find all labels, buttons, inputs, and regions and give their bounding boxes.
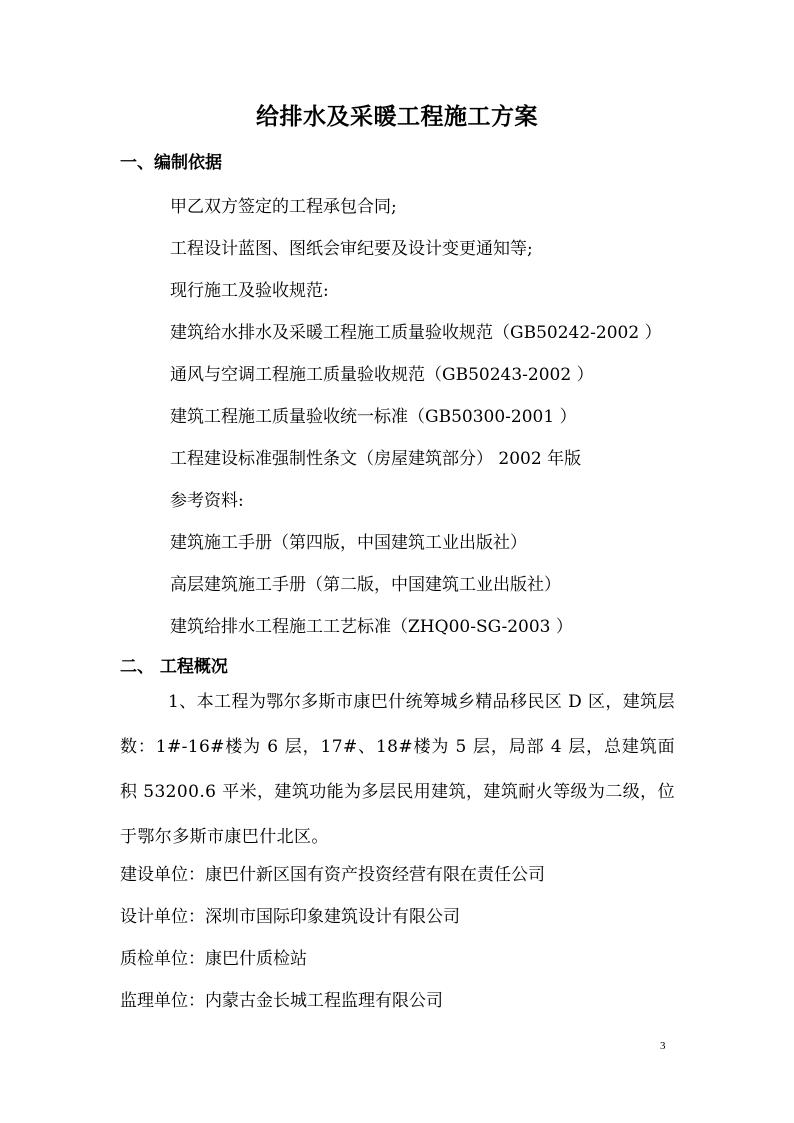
page-number: 3 (660, 1040, 666, 1052)
basis-item: 建筑工程施工质量验收统一标准（GB50300-2001 ） (170, 407, 577, 427)
design-unit: 设计单位：深圳市国际印象建筑设计有限公司 (120, 907, 460, 927)
basis-item: 建筑给排水工程施工工艺标准（ZHQ00-SG-2003 ） (170, 617, 573, 637)
basis-item: 现行施工及验收规范: (170, 281, 329, 301)
construction-unit: 建设单位：康巴什新区国有资产投资经营有限在责任公司 (120, 865, 545, 885)
basis-item: 工程建设标准强制性条文（房屋建筑部分） 2002 年版 (170, 449, 582, 469)
basis-item: 甲乙双方签定的工程承包合同; (170, 197, 397, 217)
basis-item: 工程设计蓝图、图纸会审纪要及设计变更通知等; (170, 239, 533, 259)
basis-item: 建筑施工手册（第四版，中国建筑工业出版社） (170, 533, 527, 553)
basis-item: 参考资料: (170, 491, 244, 511)
basis-item: 建筑给水排水及采暖工程施工质量验收规范（GB50242-2002 ） (170, 323, 662, 343)
supervision-unit: 监理单位：内蒙古金长城工程监理有限公司 (120, 991, 443, 1011)
basis-item: 高层建筑施工手册（第二版，中国建筑工业出版社） (170, 575, 561, 595)
document-title: 给排水及采暖工程施工方案 (256, 103, 538, 130)
inspection-unit: 质检单位：康巴什质检站 (120, 949, 307, 969)
section-heading-basis: 一、编制依据 (120, 153, 222, 173)
section-heading-overview: 二、 工程概况 (120, 657, 228, 677)
overview-paragraph: 1、本工程为鄂尔多斯市康巴什统筹城乡精品移民区 D 区，建筑层数：1#-16#楼为 6 层，17#、18#楼为 5 层，局部 4 层，总建筑面积 53200.6 平米，建筑功能为多层民用建筑，建筑耐火等级为二级，位于鄂尔多斯市康巴什北区。 (120, 692, 675, 847)
basis-item: 通风与空调工程施工质量验收规范（GB50243-2002 ） (170, 365, 594, 385)
